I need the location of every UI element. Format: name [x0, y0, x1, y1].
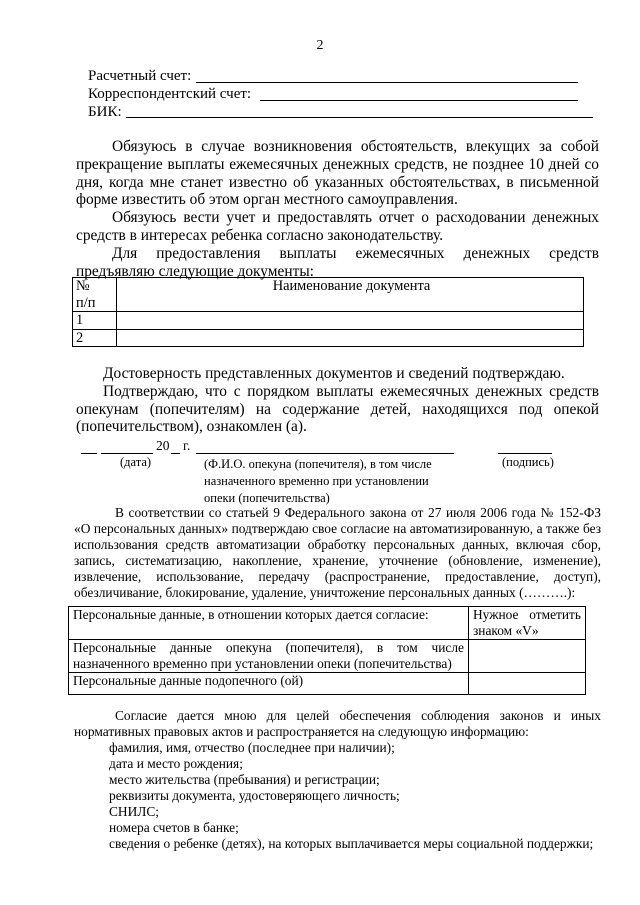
- documents-table-header: [73, 278, 584, 312]
- list-item: номера счетов в банке;: [109, 820, 239, 835]
- date-label: (дата): [120, 455, 152, 469]
- bik-field[interactable]: [126, 117, 593, 118]
- list-item: СНИЛС;: [109, 804, 160, 819]
- date-year-field[interactable]: [171, 453, 180, 454]
- guardian-name-field[interactable]: [196, 453, 454, 454]
- date-year-prefix: 20: [156, 438, 170, 453]
- list-item: сведения о ребенке (детях), на которых выплачивается меры социальной поддержки;: [109, 836, 594, 851]
- consent-table-header: [69, 607, 586, 640]
- signature-label: (подпись): [502, 455, 554, 469]
- date-day-field[interactable]: [81, 453, 97, 454]
- confirm-reliability: Достоверность представленных документов и сведений подтверждаю.: [103, 365, 565, 382]
- commitments-block: [76, 138, 599, 280]
- documents-table: [72, 277, 584, 347]
- settlement-account-field[interactable]: [196, 82, 578, 83]
- commitment-notify: Обязуюсь в случае возникновения обстоятельств, влекущих за собой прекращение выплаты ежемесячных денежных средств, не позднее 10 дней со дня, когда мне станет известно об указанных обстоятельствах, в письменной форме известить об этом орган местного самоуправления.: [76, 138, 599, 209]
- bik-label: БИК:: [88, 104, 122, 120]
- row-number: 2: [73, 329, 117, 347]
- document-name-cell[interactable]: [117, 312, 584, 330]
- documents-intro: Для предоставления выплаты ежемесячных денежных средств: [112, 244, 599, 262]
- row-number: 1: [73, 312, 117, 330]
- page-number: 2: [316, 38, 324, 53]
- consent-purpose: Согласие дается мною для целей обеспечения соблюдения законов и иных нормативных правовых актов и распространяется на следующую информацию:: [74, 708, 601, 739]
- consent-guardian-data: Персональные данные опекуна (попечителя), в том числе назначенного временно при установлении опеки (попечительства): [69, 640, 469, 673]
- table-row: [73, 329, 584, 347]
- col-document-name-header: Наименование документа: [117, 278, 584, 312]
- documents-intro-cont: предъявляю следующие документы:: [76, 262, 314, 280]
- consent-col-data-header: Персональные данные, в отношении которых дается согласие:: [69, 607, 469, 640]
- guardian-name-label: (Ф.И.О. опекуна (попечителя), в том числе назначенного временно при установлении опеки (попечительства): [204, 457, 432, 505]
- commitment-report: Обязуюсь вести учет и предоставлять отчет о расходовании денежных средств в интересах ребенка согласно законодательству.: [76, 209, 599, 244]
- personal-data-consent: В соответствии со статьей 9 Федерального закона от 27 июля 2006 года № 152-ФЗ «О персональных данных» подтверждаю свое согласие на автоматизированную, а также без использования средств автоматизации обработку персональных данных, включая сбор, запись, систематизацию, накопление, хранение, уточнение (обновление, изменение), извлечение, использование, передачу (распространение, предоставление, доступ), обезличивание, блокирование, удаление, уничтожение персональных данных (……….):: [74, 505, 601, 600]
- confirmations-block: [76, 365, 599, 436]
- list-item: дата и место рождения;: [109, 756, 243, 771]
- consent-ward-data: Персональные данные подопечного (ой): [69, 673, 469, 695]
- correspondent-account-field[interactable]: [260, 100, 578, 101]
- settlement-account-label: Расчетный счет:: [88, 68, 192, 84]
- list-item: реквизиты документа, удостоверяющего личность;: [109, 788, 400, 803]
- list-item: фамилия, имя, отчество (последнее при наличии);: [109, 740, 395, 755]
- table-row: [73, 312, 584, 330]
- list-item: место жительства (пребывания) и регистрации;: [109, 772, 380, 787]
- consent-guardian-mark[interactable]: [469, 640, 586, 673]
- confirm-procedure: Подтверждаю, что с порядком выплаты ежемесячных денежных средств опекунам (попечителям) на содержание детей, находящихся под опекой (попечительством), ознакомлен (а).: [76, 382, 599, 436]
- consent-table: [68, 606, 586, 695]
- consent-col-mark-header: Нужное отметить знаком «V»: [469, 607, 586, 640]
- correspondent-account-label: Корреспондентский счет:: [88, 86, 252, 102]
- document-name-cell[interactable]: [117, 329, 584, 347]
- table-row: [69, 640, 586, 673]
- table-row: [69, 673, 586, 695]
- date-year-suffix: г.: [183, 438, 191, 453]
- consent-ward-mark[interactable]: [469, 673, 586, 695]
- col-number-header: № п/п: [73, 278, 117, 312]
